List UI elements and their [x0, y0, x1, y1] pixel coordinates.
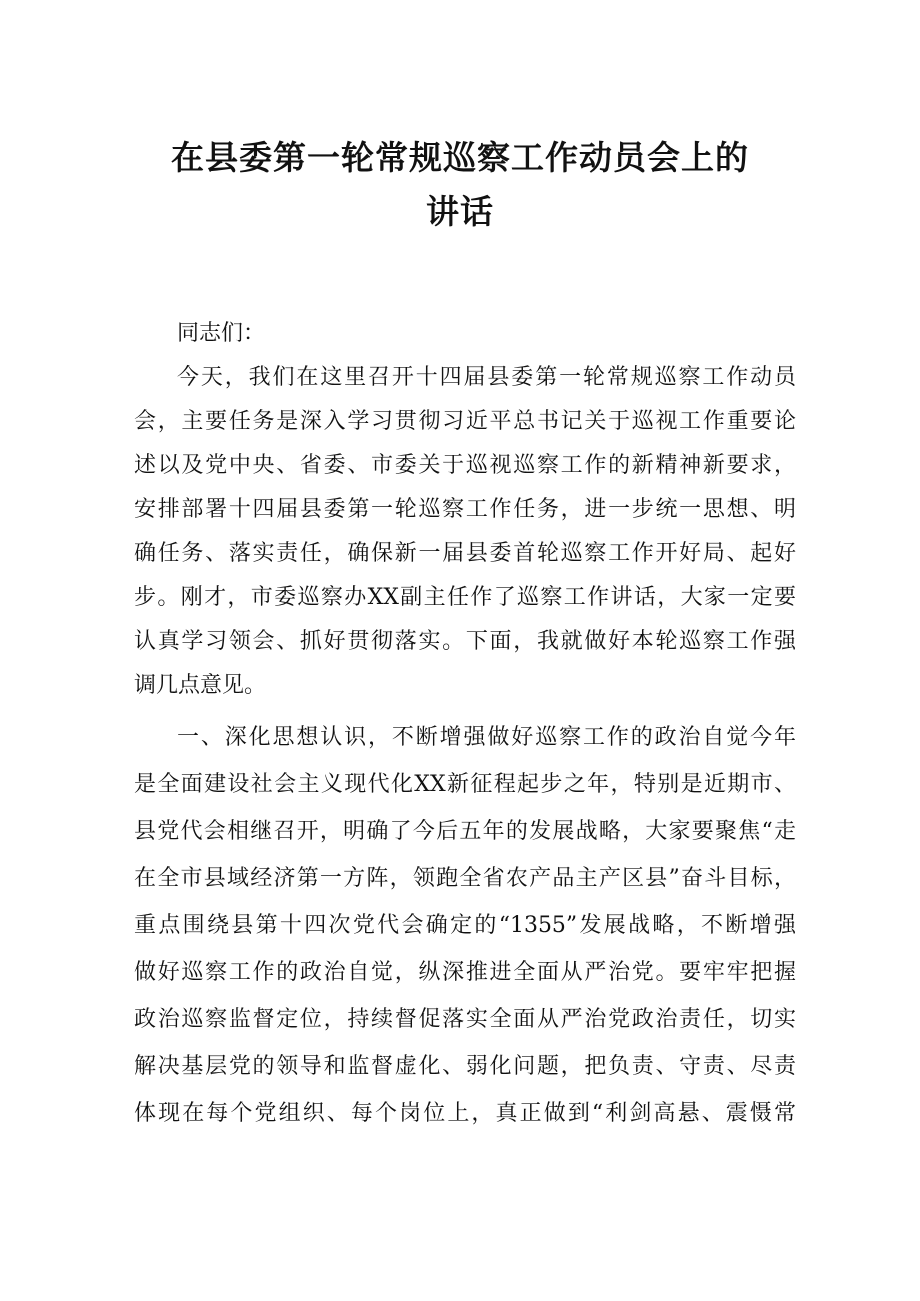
- paragraph-2-line: 一、深化思想认识，不断增强做好巡察工作的政治自觉今年: [177, 725, 796, 750]
- paragraph-2-line: 县党代会相继召开，明确了今后五年的发展战略，大家要聚焦“走: [134, 819, 796, 844]
- paragraph-1-line: 述以及党中央、省委、市委关于巡视巡察工作的新精神新要求，: [134, 453, 796, 478]
- paragraph-2-line: 在全市县域经济第一方阵，领跑全省农产品主产区县”奋斗目标，: [134, 866, 796, 891]
- paragraph-2-line: 做好巡察工作的政治自觉，纵深推进全面从严治党。要牢牢把握: [134, 960, 796, 985]
- salutation: 同志们：: [177, 321, 266, 346]
- paragraph-2-line: 体现在每个党组织、每个岗位上，真正做到“利剑高悬、震慑常: [134, 1101, 796, 1126]
- document-title-line-1: 在县委第一轮常规巡察工作动员会上的: [171, 138, 749, 177]
- document-title-line-2: 讲话: [426, 192, 494, 231]
- paragraph-1-line: 今天，我们在这里召开十四届县委第一轮常规巡察工作动员: [177, 365, 796, 390]
- paragraph-1-line: 步。刚才，市委巡察办XX副主任作了巡察工作讲话，大家一定要: [134, 585, 796, 610]
- paragraph-2-line: 政治巡察监督定位，持续督促落实全面从严治党政治责任，切实: [134, 1007, 796, 1032]
- paragraph-2-line: 是全面建设社会主义现代化XX新征程起步之年，特别是近期市、: [134, 772, 796, 797]
- paragraph-1-line: 安排部署十四届县委第一轮巡察工作任务，进一步统一思想、明: [134, 497, 796, 522]
- paragraph-1-line: 确任务、落实责任，确保新一届县委首轮巡察工作开好局、起好: [134, 541, 796, 566]
- paragraph-2-line: 解决基层党的领导和监督虚化、弱化问题，把负责、守责、尽责: [134, 1054, 796, 1079]
- paragraph-1-line: 会，主要任务是深入学习贯彻习近平总书记关于巡视工作重要论: [134, 409, 796, 434]
- paragraph-1-line: 认真学习领会、抓好贯彻落实。下面，我就做好本轮巡察工作强: [134, 629, 796, 654]
- paragraph-1-line: 调几点意见。: [134, 673, 267, 698]
- paragraph-2-line: 重点围绕县第十四次党代会确定的“1355”发展战略，不断增强: [134, 913, 796, 938]
